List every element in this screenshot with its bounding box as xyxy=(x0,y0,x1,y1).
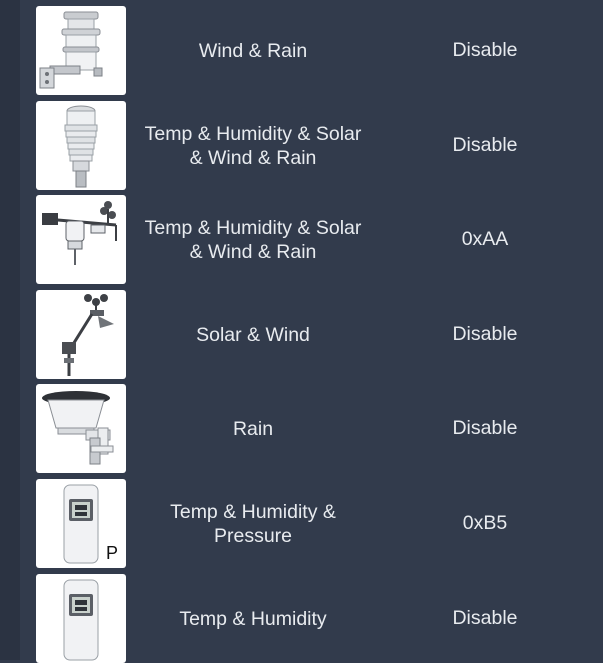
thermo-hygro-barometer-icon xyxy=(36,479,126,568)
sensor-id-value[interactable]: 0xB5 xyxy=(462,512,508,534)
sensor-id-value[interactable]: Disable xyxy=(452,417,518,439)
pressure-badge: P xyxy=(105,543,118,563)
sensor-row xyxy=(20,568,603,663)
sensor-list xyxy=(20,0,603,660)
sensor-type-label: Temp & Humidity xyxy=(179,607,327,630)
sensor-id-value[interactable]: Disable xyxy=(452,607,518,629)
all-in-one-ultrasonic-sensor-icon xyxy=(36,101,126,190)
sensor-id-value[interactable]: Disable xyxy=(452,323,518,345)
sensor-row xyxy=(20,473,603,568)
sensor-row xyxy=(20,378,603,473)
weather-station-array-icon xyxy=(36,195,126,284)
sensor-id-value[interactable]: Disable xyxy=(452,134,518,156)
sensor-row xyxy=(20,0,603,95)
rain-gauge-icon xyxy=(36,384,126,473)
sensor-type-label: Rain xyxy=(232,417,274,440)
sensor-type-label: Temp & Humidity & Pressure xyxy=(170,500,336,547)
sensor-row xyxy=(20,284,603,379)
sensor-id-value[interactable]: Disable xyxy=(452,39,518,61)
solar-wind-sensor-icon xyxy=(36,290,126,379)
sensor-type-label: Solar & Wind xyxy=(196,323,310,346)
sensor-id-value[interactable]: 0xAA xyxy=(461,228,509,250)
sensor-type-label: Temp & Humidity & Solar & Wind & Rain xyxy=(144,216,362,263)
sensor-row xyxy=(20,189,603,284)
sensor-type-label: Wind & Rain xyxy=(198,39,308,62)
sensor-type-label: Temp & Humidity & Solar & Wind & Rain xyxy=(144,122,362,169)
wind-rain-sensor-icon xyxy=(36,6,126,95)
left-sidebar-edge xyxy=(0,0,20,660)
thermo-hygro-sensor-icon xyxy=(36,574,126,663)
sensor-row xyxy=(20,95,603,190)
